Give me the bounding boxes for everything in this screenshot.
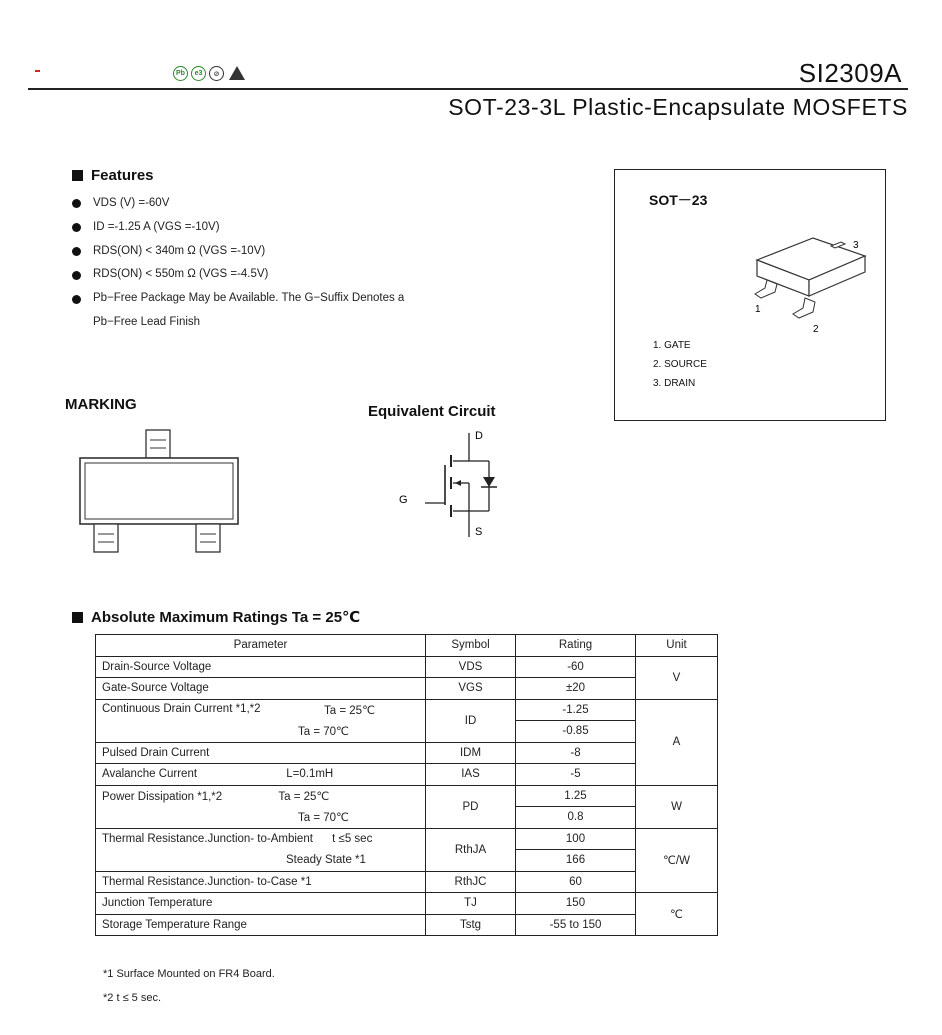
- pin-number-3: 3: [853, 240, 859, 251]
- ratings-table: [95, 634, 718, 936]
- table-row: [96, 656, 718, 678]
- table-row: [96, 828, 718, 850]
- param-cell: Power Dissipation *1,*2 Ta = 25℃: [96, 785, 426, 807]
- col-header-parameter: Parameter: [96, 635, 426, 657]
- table-row: [96, 742, 718, 764]
- gate-label: G: [399, 494, 408, 506]
- table-row: [96, 678, 718, 700]
- param-cell: Junction Temperature: [96, 893, 426, 915]
- ratings-heading: [72, 608, 360, 626]
- table-row: [96, 807, 718, 829]
- unit-cell: ℃: [636, 893, 718, 936]
- footnote-2: *2 t ≤ 5 sec.: [103, 992, 162, 1004]
- unit-cell: A: [636, 699, 718, 785]
- features-title: Features: [91, 167, 154, 184]
- part-number: SI2309A: [798, 58, 902, 88]
- bullet-icon: [72, 223, 81, 232]
- rohs-icon: ⊘: [209, 66, 224, 81]
- feature-item: ID =-1.25 A (VGS =-10V): [72, 216, 404, 240]
- table-row: [96, 764, 718, 786]
- rating-cell: 100: [516, 828, 636, 850]
- rating-cell: 0.8: [516, 807, 636, 829]
- rating-cell: 60: [516, 871, 636, 893]
- bullet-square-icon: [72, 612, 83, 623]
- page-subtitle: SOT-23-3L Plastic-Encapsulate MOSFETS: [448, 94, 908, 120]
- bullet-icon: [72, 295, 81, 304]
- header-rule: [28, 88, 908, 90]
- bullet-icon: [72, 199, 81, 208]
- feature-item: RDS(ON) < 340m Ω (VGS =-10V): [72, 240, 404, 264]
- marking-drawing: [78, 428, 240, 556]
- e3-icon: e3: [191, 66, 206, 81]
- symbol-cell: RthJC: [426, 871, 516, 893]
- param-cell: Drain-Source Voltage: [96, 656, 426, 678]
- rating-cell: 150: [516, 893, 636, 915]
- features-heading: [72, 167, 154, 184]
- symbol-cell: ID: [426, 699, 516, 742]
- table-row: [96, 850, 718, 872]
- feature-item: RDS(ON) < 550m Ω (VGS =-4.5V): [72, 263, 404, 287]
- param-cell: Continuous Drain Current *1,*2 Ta = 25℃: [96, 699, 426, 721]
- pin-list: [653, 336, 707, 393]
- rating-cell: -55 to 150: [516, 914, 636, 936]
- marking-title: MARKING: [65, 396, 137, 413]
- features-list: [72, 192, 404, 335]
- footnotes: [103, 962, 275, 1010]
- table-row: [96, 893, 718, 915]
- pin-source: 2. SOURCE: [653, 359, 707, 370]
- rating-cell: -5: [516, 764, 636, 786]
- symbol-cell: TJ: [426, 893, 516, 915]
- table-row: [96, 785, 718, 807]
- symbol-cell: VDS: [426, 656, 516, 678]
- param-condition-cell: Ta = 70℃: [96, 721, 426, 743]
- circuit-title: Equivalent Circuit: [368, 403, 496, 420]
- symbol-cell: RthJA: [426, 828, 516, 871]
- rating-cell: 1.25: [516, 785, 636, 807]
- ratings-title: Absolute Maximum Ratings Ta = 25℃: [91, 609, 361, 626]
- package-title: SOT－23: [649, 192, 708, 208]
- param-condition-cell: Steady State *1: [96, 850, 426, 872]
- bullet-icon: [72, 271, 81, 280]
- param-cell: Storage Temperature Range: [96, 914, 426, 936]
- pin-number-2: 2: [813, 324, 819, 335]
- mosfet-circuit: [395, 425, 515, 545]
- certification-icons: [173, 66, 245, 81]
- unit-cell: W: [636, 785, 718, 828]
- param-cell: Avalanche Current L=0.1mH: [96, 764, 426, 786]
- table-row: [96, 914, 718, 936]
- symbol-cell: VGS: [426, 678, 516, 700]
- pb-free-icon: Pb: [173, 66, 188, 81]
- rating-cell: 166: [516, 850, 636, 872]
- param-condition-cell: Ta = 70℃: [96, 807, 426, 829]
- unit-cell: V: [636, 656, 718, 699]
- pin-number-1: 1: [755, 304, 761, 315]
- rating-cell: -0.85: [516, 721, 636, 743]
- bullet-square-icon: [72, 170, 83, 181]
- drain-label: D: [475, 430, 483, 442]
- rating-cell: -60: [516, 656, 636, 678]
- pin-drain: 3. DRAIN: [653, 378, 696, 389]
- feature-item: VDS (V) =-60V: [72, 192, 404, 216]
- param-cell: Thermal Resistance.Junction- to-Case *1: [96, 871, 426, 893]
- table-row: [96, 871, 718, 893]
- col-header-symbol: Symbol: [426, 635, 516, 657]
- esd-icon: [229, 66, 245, 80]
- symbol-cell: IDM: [426, 742, 516, 764]
- symbol-cell: Tstg: [426, 914, 516, 936]
- symbol-cell: IAS: [426, 764, 516, 786]
- bullet-icon: [72, 247, 81, 256]
- param-cell: Gate-Source Voltage: [96, 678, 426, 700]
- source-label: S: [475, 526, 483, 538]
- table-row: [96, 699, 718, 721]
- pin-gate: 1. GATE: [653, 340, 691, 351]
- rating-cell: -1.25: [516, 699, 636, 721]
- feature-item: Pb−Free Package May be Available. The G−Suffix Denotes a: [72, 287, 404, 311]
- package-box: [614, 169, 886, 421]
- rating-cell: ±20: [516, 678, 636, 700]
- unit-cell: ℃/W: [636, 828, 718, 893]
- rating-cell: -8: [516, 742, 636, 764]
- param-cell: Thermal Resistance.Junction- to-Ambient t ≤5 sec: [96, 828, 426, 850]
- header-red-mark: [35, 70, 40, 72]
- table-row: [96, 721, 718, 743]
- sot23-package-drawing: [745, 228, 885, 338]
- symbol-cell: PD: [426, 785, 516, 828]
- col-header-unit: Unit: [636, 635, 718, 657]
- feature-continuation: Pb−Free Lead Finish: [93, 315, 201, 328]
- footnote-1: *1 Surface Mounted on FR4 Board.: [103, 968, 275, 980]
- table-header-row: [96, 635, 718, 657]
- param-cell: Pulsed Drain Current: [96, 742, 426, 764]
- col-header-rating: Rating: [516, 635, 636, 657]
